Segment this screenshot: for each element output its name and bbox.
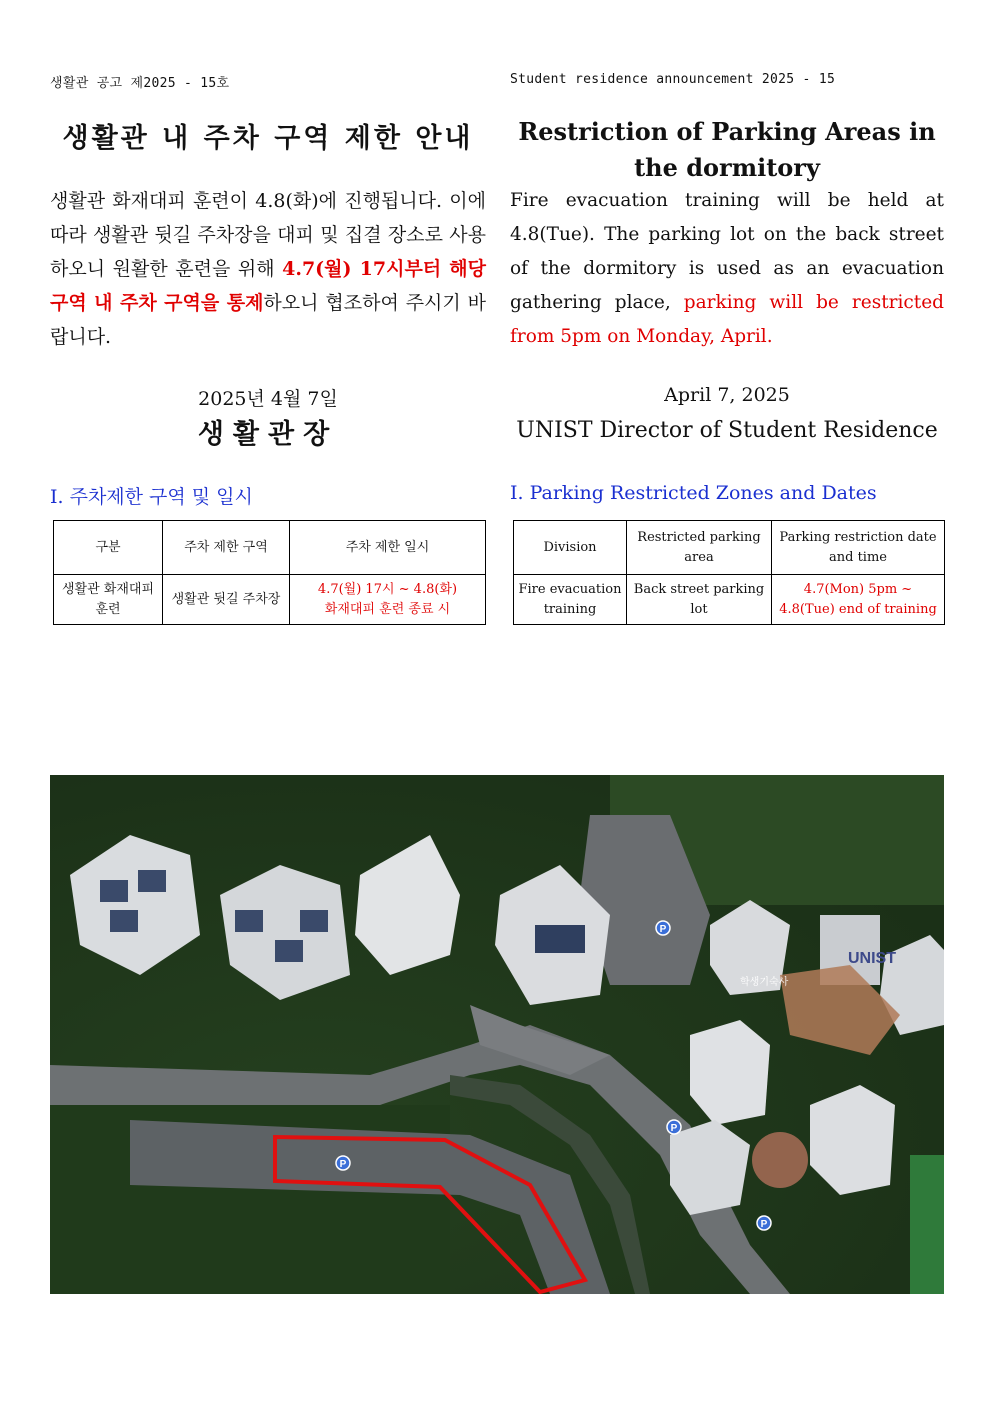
table-cell-time-line2: 4.8(Tue) end of training [779, 601, 937, 617]
table-row [54, 575, 486, 625]
body-ko-plain: 생활관 화재대피 훈련이 4.8(화)에 진행됩니다. 이에 따라 생활관 뒷길 주차장을 대피 및 집결 장소로 사용하오니 원활한 훈련을 위해 [50, 190, 486, 280]
table-cell-division: 생활관 화재대피 훈련 [54, 575, 163, 625]
section-title-en: Ⅰ. Parking Restricted Zones and Dates [510, 482, 877, 504]
table-header: 구분 [54, 521, 163, 575]
restriction-table-en [513, 520, 945, 625]
restriction-table-ko [53, 520, 486, 625]
title-en: Restriction of Parking Areas in the dormitory [518, 117, 936, 182]
table-cell-time-line1: 4.7(월) 17시 ~ 4.8(화) [317, 581, 458, 597]
body-en-highlight: parking will be restricted from 5pm on Monday, April. [510, 292, 944, 347]
map-label-unist: UNIST [848, 950, 896, 967]
table-cell-time-line2: 화재대피 훈련 종료 시 [324, 601, 451, 617]
table-header: Parking restriction date and time [772, 521, 945, 575]
table-header: Division [514, 521, 627, 575]
body-ko-highlight: 4.7(월) 17시부터 해당구역 내 주차 구역을 통제 [50, 258, 486, 314]
signature-ko: 생활관장 [197, 419, 339, 450]
sports-field [910, 1155, 944, 1294]
parking-marker-icon [336, 1156, 350, 1170]
table-header: 주차 제한 구역 [163, 521, 290, 575]
parking-marker-icon [667, 1120, 681, 1134]
section-title-ko: Ⅰ. 주차제한 구역 및 일시 [50, 486, 253, 508]
svg-text:P: P [760, 1219, 768, 1230]
aerial-map-drawing [50, 775, 944, 1294]
aerial-map [50, 775, 944, 1294]
body-en [510, 184, 944, 354]
table-cell-time-line1: 4.7(Mon) 5pm ~ [803, 581, 913, 597]
parking-marker-icon [757, 1216, 771, 1230]
table-header: 주차 제한 일시 [290, 521, 486, 575]
parking-marker-icon [656, 921, 670, 935]
table-cell-area: Back street parking lot [627, 575, 772, 625]
body-ko [50, 184, 486, 354]
table-cell-division: Fire evacuation training [514, 575, 627, 625]
map-label-dorm: 학생기숙사 [740, 977, 789, 988]
title-ko: 생활관 내 주차 구역 제한 안내 [62, 123, 474, 154]
table-cell-time [290, 575, 486, 625]
body-en-plain: Fire evacuation training will be held at 4.8(Tue). The parking lot on the back street of the dormitory is used as an evacuation gathering place, [510, 190, 944, 313]
table-header: Restricted parking area [627, 521, 772, 575]
table-header-row [54, 521, 486, 575]
notice-number-ko: 생활관 공고 제2025 - 15호 [50, 76, 230, 91]
date-en: April 7, 2025 [664, 384, 790, 406]
svg-text:P: P [659, 924, 667, 935]
table-row [514, 575, 945, 625]
table-cell-time [772, 575, 945, 625]
body-ko-tail: 하오니 협조하여 주시기 바랍니다. [50, 292, 486, 348]
svg-text:P: P [670, 1123, 678, 1134]
table-header-row [514, 521, 945, 575]
table-cell-area: 생활관 뒷길 주차장 [163, 575, 290, 625]
date-ko: 2025년 4월 7일 [198, 388, 338, 410]
notice-number-en: Student residence announcement 2025 - 15 [510, 72, 836, 87]
signature-en: UNIST Director of Student Residence [516, 418, 938, 443]
svg-text:P: P [339, 1159, 347, 1170]
